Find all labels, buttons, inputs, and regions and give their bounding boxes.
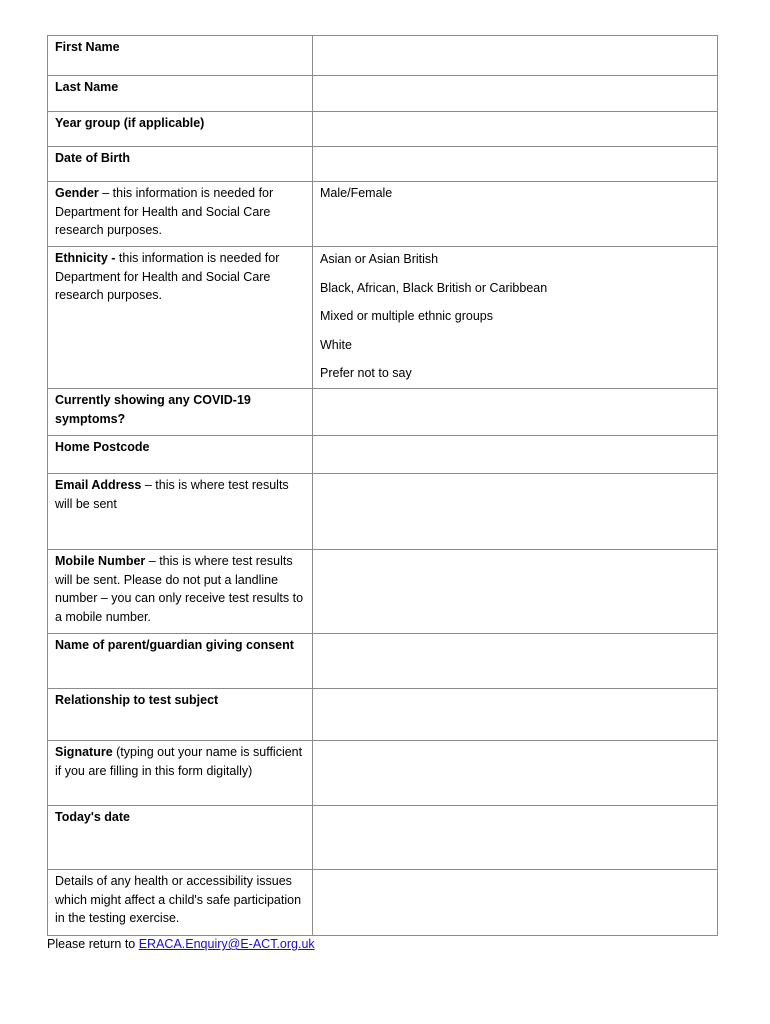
covid-symptoms-label: Currently showing any COVID-19 symptoms? <box>55 393 251 426</box>
ethnicity-option-black[interactable]: Black, African, Black British or Caribbean <box>320 280 548 295</box>
row-year-group <box>48 112 718 147</box>
row-todays-date <box>48 806 718 870</box>
email-address-label-cell <box>48 474 313 550</box>
gender-label-cell <box>48 182 313 247</box>
return-email-link[interactable]: ERACA.Enquiry@E-ACT.org.uk <box>138 937 315 951</box>
first-name-label-cell <box>48 36 313 76</box>
relationship-label-cell <box>48 689 313 741</box>
signature-description: (typing out your name is sufficient if you are filling in this form digitally) <box>55 745 303 778</box>
date-of-birth-label: Date of Birth <box>55 151 130 165</box>
email-address-label: Email Address <box>55 478 142 492</box>
todays-date-field[interactable] <box>313 806 718 870</box>
row-date-of-birth <box>48 147 718 182</box>
health-details-field[interactable] <box>313 870 718 936</box>
ethnicity-option-white[interactable]: White <box>320 337 352 352</box>
covid-symptoms-label-cell <box>48 389 313 436</box>
relationship-field[interactable] <box>313 689 718 741</box>
todays-date-label-cell <box>48 806 313 870</box>
ethnicity-label-cell <box>48 247 313 389</box>
mobile-number-description: – this is where test results will be sent. Please do not put a landline number – you can only receive test results to a mobile number. <box>55 554 304 624</box>
row-relationship <box>48 689 718 741</box>
row-parent-guardian <box>48 634 718 689</box>
row-ethnicity <box>48 247 718 389</box>
last-name-label: Last Name <box>55 80 119 94</box>
health-details-description: Details of any health or accessibility issues which might affect a child's safe participation in the testing exercise. <box>55 874 302 925</box>
row-last-name <box>48 76 718 112</box>
ethnicity-description: this information is needed for Department for Health and Social Care research purposes. <box>55 251 280 302</box>
ethnicity-label: Ethnicity - <box>55 251 116 265</box>
email-address-field[interactable] <box>313 474 718 550</box>
year-group-label-cell <box>48 112 313 147</box>
date-of-birth-field[interactable] <box>313 147 718 182</box>
first-name-field[interactable] <box>313 36 718 76</box>
row-covid-symptoms <box>48 389 718 436</box>
home-postcode-field[interactable] <box>313 436 718 474</box>
parent-guardian-label: Name of parent/guardian giving consent <box>55 638 294 652</box>
home-postcode-label: Home Postcode <box>55 440 150 454</box>
last-name-field[interactable] <box>313 76 718 112</box>
parent-guardian-label-cell <box>48 634 313 689</box>
signature-field[interactable] <box>313 741 718 806</box>
first-name-label: First Name <box>55 40 120 54</box>
gender-label: Gender <box>55 186 99 200</box>
row-mobile-number <box>48 550 718 634</box>
mobile-number-field[interactable] <box>313 550 718 634</box>
row-gender <box>48 182 718 247</box>
health-details-label-cell <box>48 870 313 936</box>
ethnicity-option-mixed[interactable]: Mixed or multiple ethnic groups <box>320 309 493 323</box>
todays-date-label: Today's date <box>55 810 130 824</box>
email-address-description: – this is where test results will be sent <box>55 478 289 511</box>
footer-text: Please return to <box>47 937 139 951</box>
year-group-label: Year group (if applicable) <box>55 116 205 130</box>
ethnicity-options <box>313 247 718 389</box>
mobile-number-label-cell <box>48 550 313 634</box>
row-health-details <box>48 870 718 936</box>
row-home-postcode <box>48 436 718 474</box>
gender-field[interactable]: Male/Female <box>313 182 718 247</box>
row-signature <box>48 741 718 806</box>
home-postcode-label-cell <box>48 436 313 474</box>
last-name-label-cell <box>48 76 313 112</box>
date-of-birth-label-cell <box>48 147 313 182</box>
signature-label: Signature <box>55 745 113 759</box>
row-first-name <box>48 36 718 76</box>
covid-symptoms-field[interactable] <box>313 389 718 436</box>
consent-form-table <box>47 35 718 936</box>
row-email-address <box>48 474 718 550</box>
ethnicity-option-prefer-not[interactable]: Prefer not to say <box>320 366 412 380</box>
gender-description: – this information is needed for Department for Health and Social Care research purposes. <box>55 186 274 237</box>
mobile-number-label: Mobile Number <box>55 554 146 568</box>
footer-return-note <box>47 935 315 953</box>
signature-label-cell <box>48 741 313 806</box>
relationship-label: Relationship to test subject <box>55 693 219 707</box>
ethnicity-option-asian[interactable]: Asian or Asian British <box>320 252 439 266</box>
parent-guardian-field[interactable] <box>313 634 718 689</box>
year-group-field[interactable] <box>313 112 718 147</box>
